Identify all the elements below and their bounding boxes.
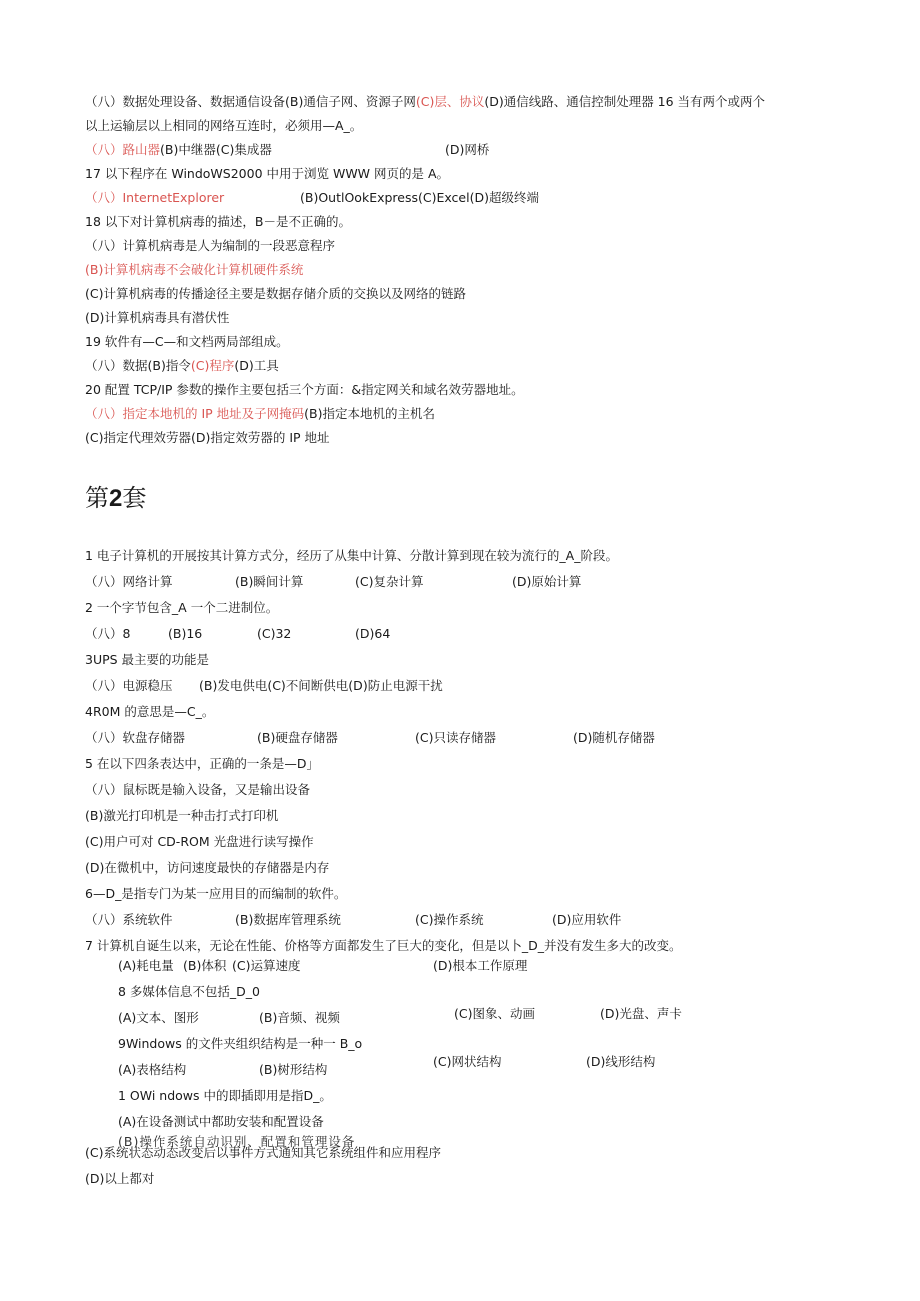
line-12 <box>85 358 279 374</box>
line-4: 17 以下程序在 WindoWS2000 中用于浏览 WWW 网页的是 A。 <box>85 166 450 181</box>
question-3-options: (B)发电供电(C)不间断供电(D)防止电源干扰 <box>199 678 443 693</box>
question-9: 9Windows 的文件夹组织结构是一种一 B_o <box>118 1036 363 1051</box>
question-1-option-c: (C)复杂计算 <box>355 574 424 589</box>
line-11: 19 软件有—C—和文档两局部组成。 <box>85 334 289 349</box>
line-7: （八）计算机病毒是人为编制的一段恶意程序 <box>85 238 336 253</box>
question-10-option-d: (D)以上都对 <box>85 1171 155 1186</box>
question-7-option-a: (A)耗电量 <box>118 958 174 973</box>
line-3 <box>85 142 272 158</box>
line-5-options: (B)OutlOokExpress(C)Excel(D)超级终端 <box>300 190 539 205</box>
line-13: 20 配置 TCP/IP 参数的操作主要包括三个方面：&指定网关和域名效劳器地址。 <box>85 382 524 397</box>
question-9-option-d: (D)线形结构 <box>586 1054 656 1069</box>
question-7: 7 计算机自诞生以来，无论在性能、价格等方面都发生了巨大的变化，但是以卜_D_并没有发生多大的改变。 <box>85 938 682 953</box>
line-14 <box>85 406 435 422</box>
question-2-option-c: (C)32 <box>257 626 292 641</box>
question-5-option-c: (C)用户可对 CD-ROM 光盘进行读写操作 <box>85 834 314 849</box>
question-8-option-b: (B)音频、视频 <box>259 1010 340 1025</box>
question-6-option-d: (D)应用软件 <box>552 912 622 927</box>
question-4: 4R0M 的意思是—C_。 <box>85 704 215 719</box>
question-5: 5 在以下四条表达中，正确的一条是—D」 <box>85 756 320 771</box>
question-7-option-b: (B)体积 <box>183 958 227 973</box>
question-10: 1 OWi ndows 中的即插即用是指D_。 <box>118 1088 332 1103</box>
section-title <box>85 483 146 514</box>
question-8: 8 多媒体信息不包括_D_0 <box>118 984 261 999</box>
question-1: 1 电子计算机的开展按其计算方式分，经历了从集中计算、分散计算到现在较为流行的_A_阶段。 <box>85 548 618 563</box>
title-suffix: 套 <box>122 484 147 512</box>
text-highlight: （八）路山器 <box>85 142 161 157</box>
question-4-option-b: (B)硬盘存储器 <box>257 730 338 745</box>
question-7-option-d: (D)根本工作原理 <box>433 958 528 973</box>
question-9-option-b: (B)树形结构 <box>259 1062 328 1077</box>
line-1 <box>85 94 765 110</box>
text-highlight: (C)层、协议 <box>415 94 485 109</box>
question-1-option-d: (D)原始计算 <box>512 574 582 589</box>
text: （八）数据(B)指令 <box>85 358 191 373</box>
text: (B)指定本地机的主机名 <box>304 406 436 421</box>
clipped-text: (B)操作系统自动识别、配置和管理设备 <box>118 1134 356 1149</box>
question-9-option-c: (C)网状结构 <box>433 1054 502 1069</box>
question-10-option-b-clipped <box>118 1134 368 1149</box>
text: (B)中继器(C)集成器 <box>160 142 272 157</box>
title-prefix: 第 <box>85 484 109 512</box>
title-number: 2 <box>109 485 123 512</box>
question-6-option-a: （八）系统软件 <box>85 912 173 927</box>
text-highlight: (C)程序 <box>190 358 235 373</box>
line-15: (C)指定代理效劳器(D)指定效劳器的 IP 地址 <box>85 430 330 445</box>
question-8-option-a: (A)文本、图形 <box>118 1010 199 1025</box>
question-2-option-d: (D)64 <box>355 626 391 641</box>
text-highlight: （八）指定本地机的 IP 地址及子网掩码 <box>85 406 305 421</box>
question-4-option-d: (D)随机存储器 <box>573 730 655 745</box>
text: (D)工具 <box>234 358 279 373</box>
question-8-option-d: (D)光盘、声卡 <box>600 1006 682 1021</box>
line-8: (B)计算机病毒不会破化计算机硬件系统 <box>85 262 304 277</box>
question-5-option-d: (D)在微机中，访问速度最快的存储器是内存 <box>85 860 330 875</box>
line-10: (D)计算机病毒具有潜伏性 <box>85 310 230 325</box>
question-7-option-c: (C)运算速度 <box>232 958 301 973</box>
question-4-option-a: （八）软盘存储器 <box>85 730 186 745</box>
text: （八）数据处理设备、数据通信设备(B)通信子网、资源子网 <box>85 94 416 109</box>
question-2-option-a: （八）8 <box>85 626 131 641</box>
question-6-option-b: (B)数据库管理系统 <box>235 912 341 927</box>
line-2: 以上运输层以上相同的网络互连时，必须用—A_。 <box>85 118 363 133</box>
line-9: (C)计算机病毒的传播途径主要是数据存储介质的交换以及网络的链路 <box>85 286 466 301</box>
question-5-option-a: （八）鼠标既是输入设备，又是输出设备 <box>85 782 311 797</box>
question-9-option-a: (A)表格结构 <box>118 1062 187 1077</box>
question-1-option-a: （八）网络计算 <box>85 574 173 589</box>
question-6-option-c: (C)操作系统 <box>415 912 484 927</box>
question-2: 2 一个字节包含_A 一个二进制位。 <box>85 600 279 615</box>
question-8-option-c: (C)图象、动画 <box>454 1006 535 1021</box>
question-6: 6—D_是指专门为某一应用目的而编制的软件。 <box>85 886 347 901</box>
line-5-option-a: （八）InternetExplorer <box>85 190 225 205</box>
question-2-option-b: (B)16 <box>168 626 203 641</box>
question-4-option-c: (C)只读存储器 <box>415 730 496 745</box>
question-1-option-b: (B)瞬间计算 <box>235 574 304 589</box>
question-3: 3UPS 最主要的功能是 <box>85 652 210 667</box>
question-5-option-b: (B)激光打印机是一种击打式打印机 <box>85 808 279 823</box>
question-3-option-a: （八）电源稳压 <box>85 678 173 693</box>
question-10-option-c: (C)系统状态动态改变后以事件方式通知其它系统组件和应用程序 <box>85 1145 441 1160</box>
question-10-option-a: (A)在设备测试中都助安装和配置设备 <box>118 1114 324 1129</box>
line-3-option-d: (D)网桥 <box>445 142 490 157</box>
text: (D)通信线路、通信控制处理器 16 当有两个或两个 <box>484 94 766 109</box>
line-6: 18 以下对计算机病毒的描述，B－是不正确的。 <box>85 214 351 229</box>
